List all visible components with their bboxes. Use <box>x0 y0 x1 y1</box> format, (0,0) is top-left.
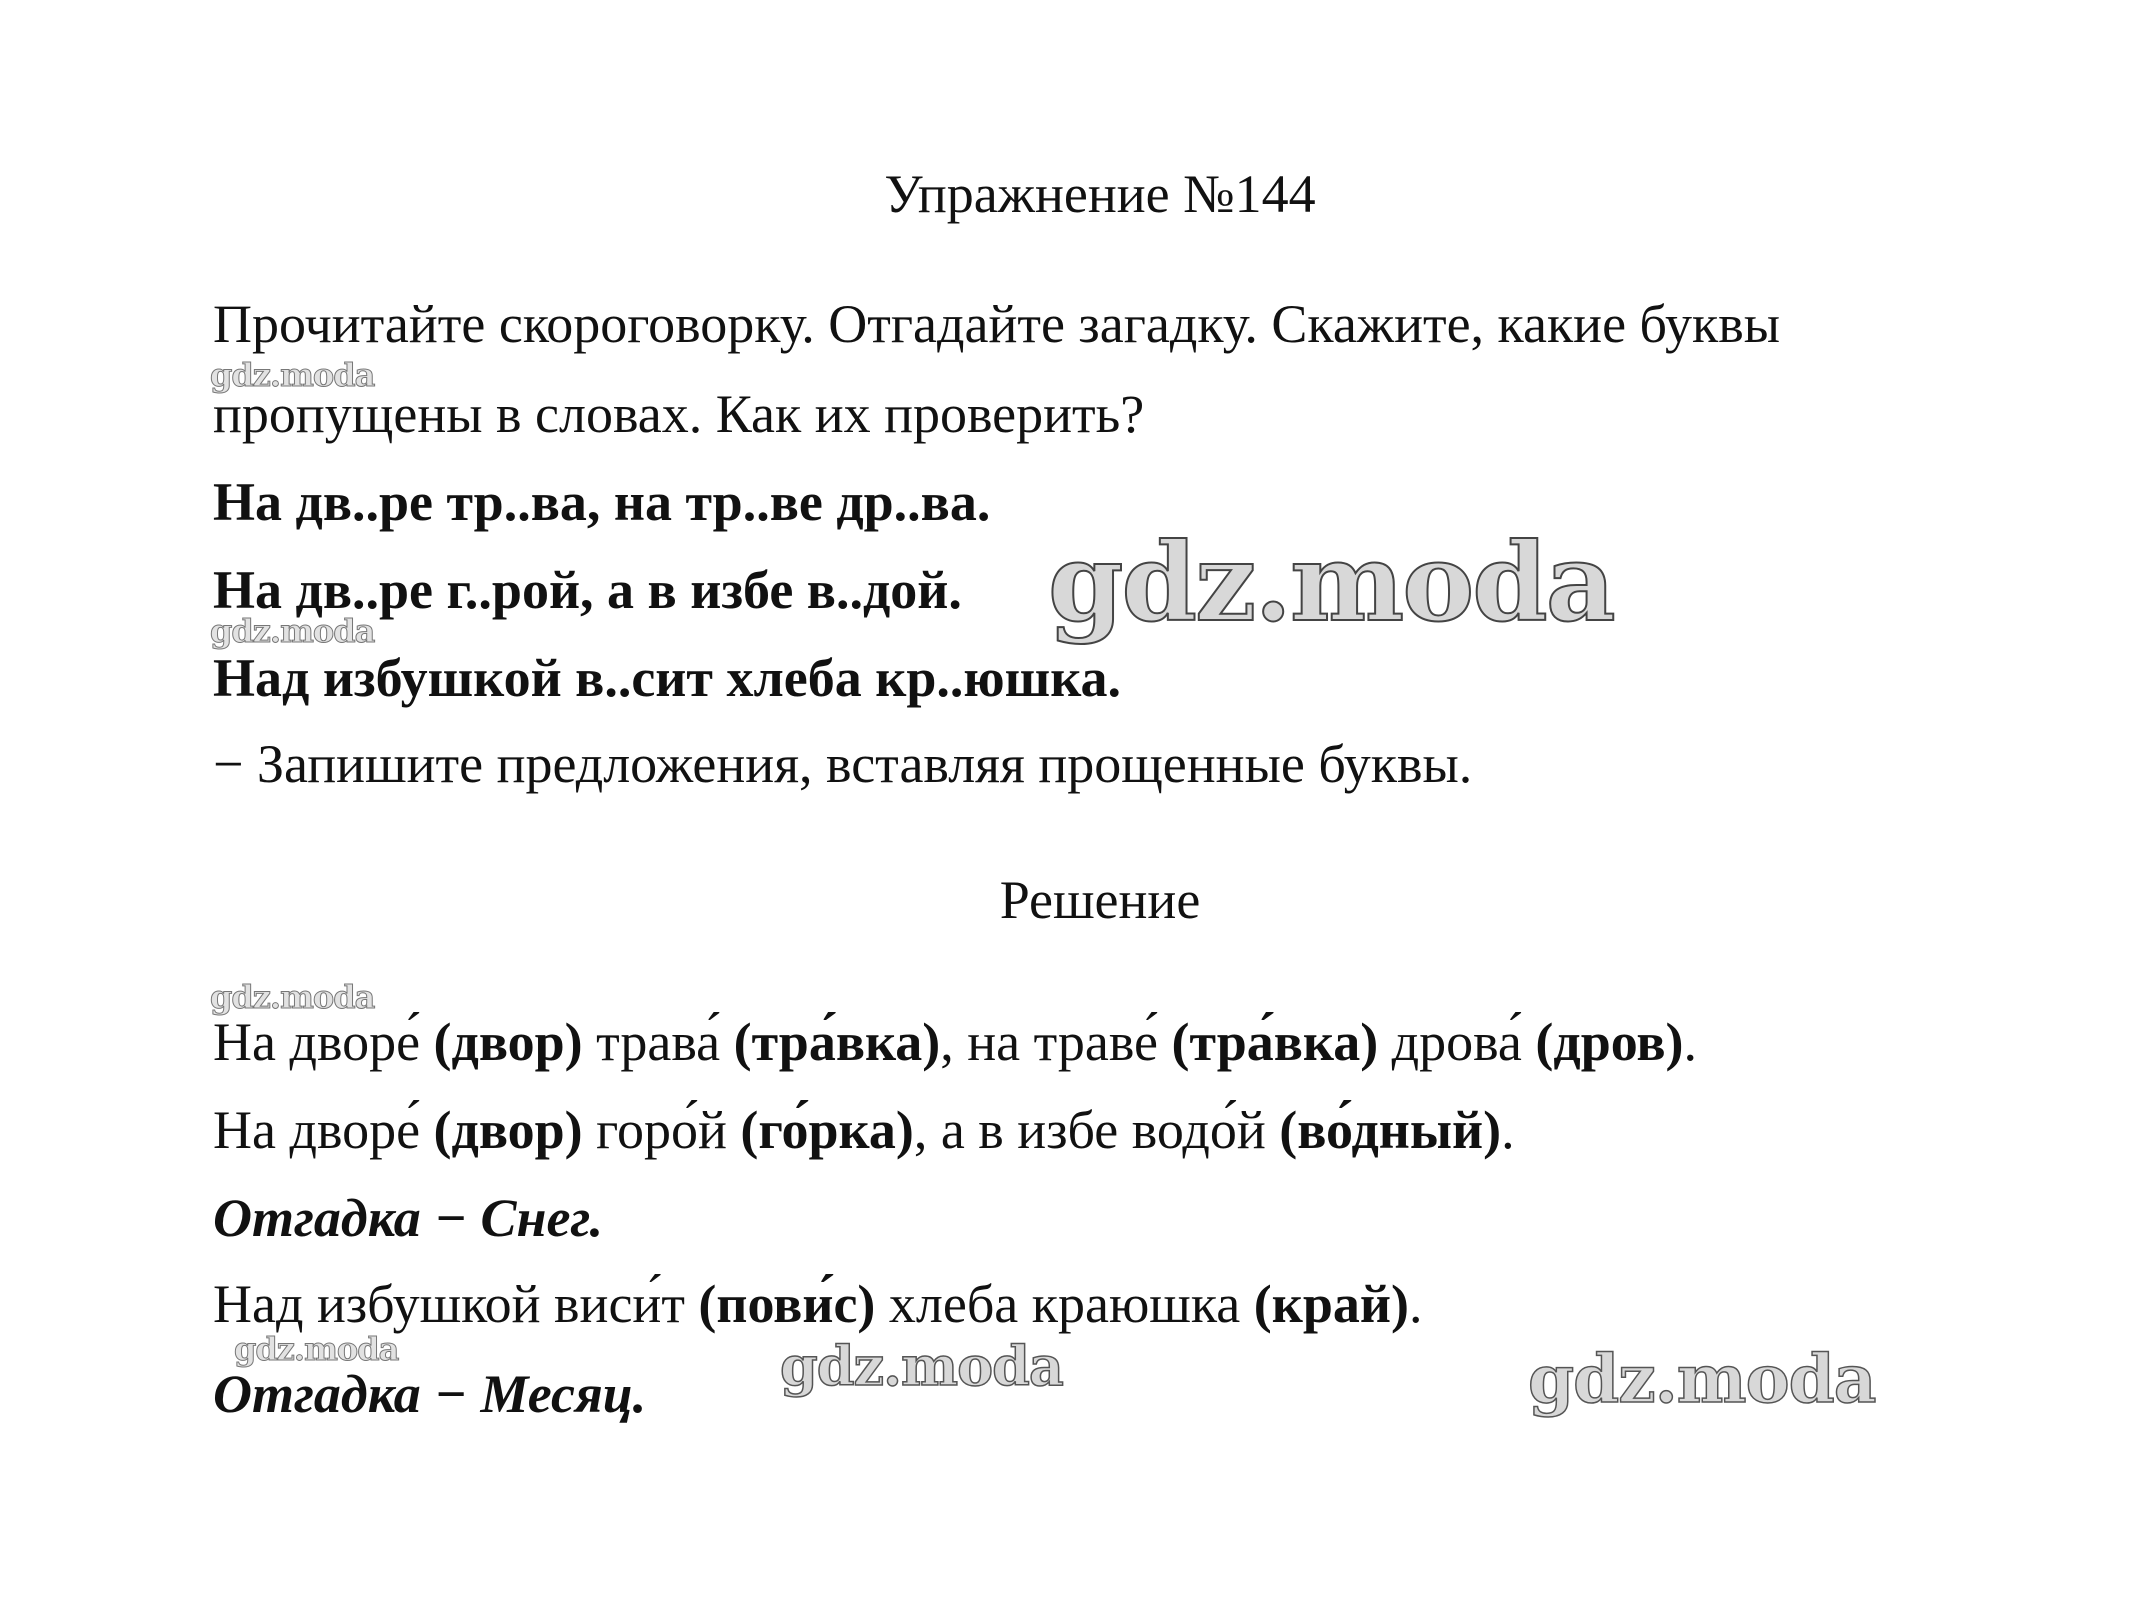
watermark: gdz.moda <box>210 356 375 394</box>
solution-text: дрова́ <box>1378 1012 1536 1072</box>
solution-heading: Решение <box>999 870 1201 930</box>
check-word: (дров) <box>1535 1012 1684 1072</box>
check-word: (двор) <box>433 1012 583 1072</box>
task-text-line-1: Прочитайте скороговорку. Отгадайте загадку. Скажите, какие буквы <box>213 294 1780 354</box>
check-word: (пови́с) <box>698 1274 876 1334</box>
instruction-text: − Запишите предложения, вставляя прощенные буквы. <box>213 734 1473 794</box>
solution-line-1 <box>213 1010 1697 1074</box>
check-word: (двор) <box>433 1100 583 1160</box>
solution-text: На дворе́ <box>213 1100 434 1160</box>
solution-text: . <box>1409 1274 1423 1334</box>
task-text-line-2: пропущены в словах. Как их проверить? <box>213 384 1145 444</box>
watermark: gdz.moda <box>1528 1340 1876 1418</box>
exercise-line-1: На дв..ре тр..ва, на тр..ве др..ва. <box>213 472 991 532</box>
check-word: (тра́вка) <box>1171 1012 1379 1072</box>
exercise-line-2: На дв..ре г..рой, а в избе в..дой. <box>213 560 962 620</box>
exercise-line-3: Над избушкой в..сит хлеба кр..юшка. <box>213 648 1122 708</box>
solution-text: хлеба краюшка <box>875 1274 1254 1334</box>
solution-line-3 <box>213 1272 1423 1336</box>
solution-text: , на траве́ <box>940 1012 1172 1072</box>
solution-text: трава́ <box>582 1012 734 1072</box>
watermark: gdz.moda <box>234 1330 399 1368</box>
riddle-answer-1: Отгадка − Снег. <box>213 1188 604 1248</box>
watermark: gdz.moda <box>780 1334 1063 1398</box>
solution-text: горо́й <box>582 1100 741 1160</box>
solution-text: На дворе́ <box>213 1012 434 1072</box>
check-word: (го́рка) <box>740 1100 914 1160</box>
check-word: (тра́вка) <box>733 1012 941 1072</box>
check-word: (во́дный) <box>1279 1100 1502 1160</box>
solution-text: . <box>1683 1012 1698 1072</box>
solution-text: , а в избе водо́й <box>913 1100 1280 1160</box>
solution-text: . <box>1501 1100 1515 1160</box>
watermark: gdz.moda <box>210 612 375 650</box>
riddle-answer-2: Отгадка − Месяц. <box>213 1364 647 1424</box>
watermark: gdz.moda <box>1048 520 1614 646</box>
solution-text: Над избушкой виси́т <box>213 1274 699 1334</box>
solution-line-2 <box>213 1098 1515 1162</box>
check-word: (край) <box>1253 1274 1410 1334</box>
watermark: gdz.moda <box>210 978 375 1016</box>
page-title: Упражнение №144 <box>884 164 1316 224</box>
